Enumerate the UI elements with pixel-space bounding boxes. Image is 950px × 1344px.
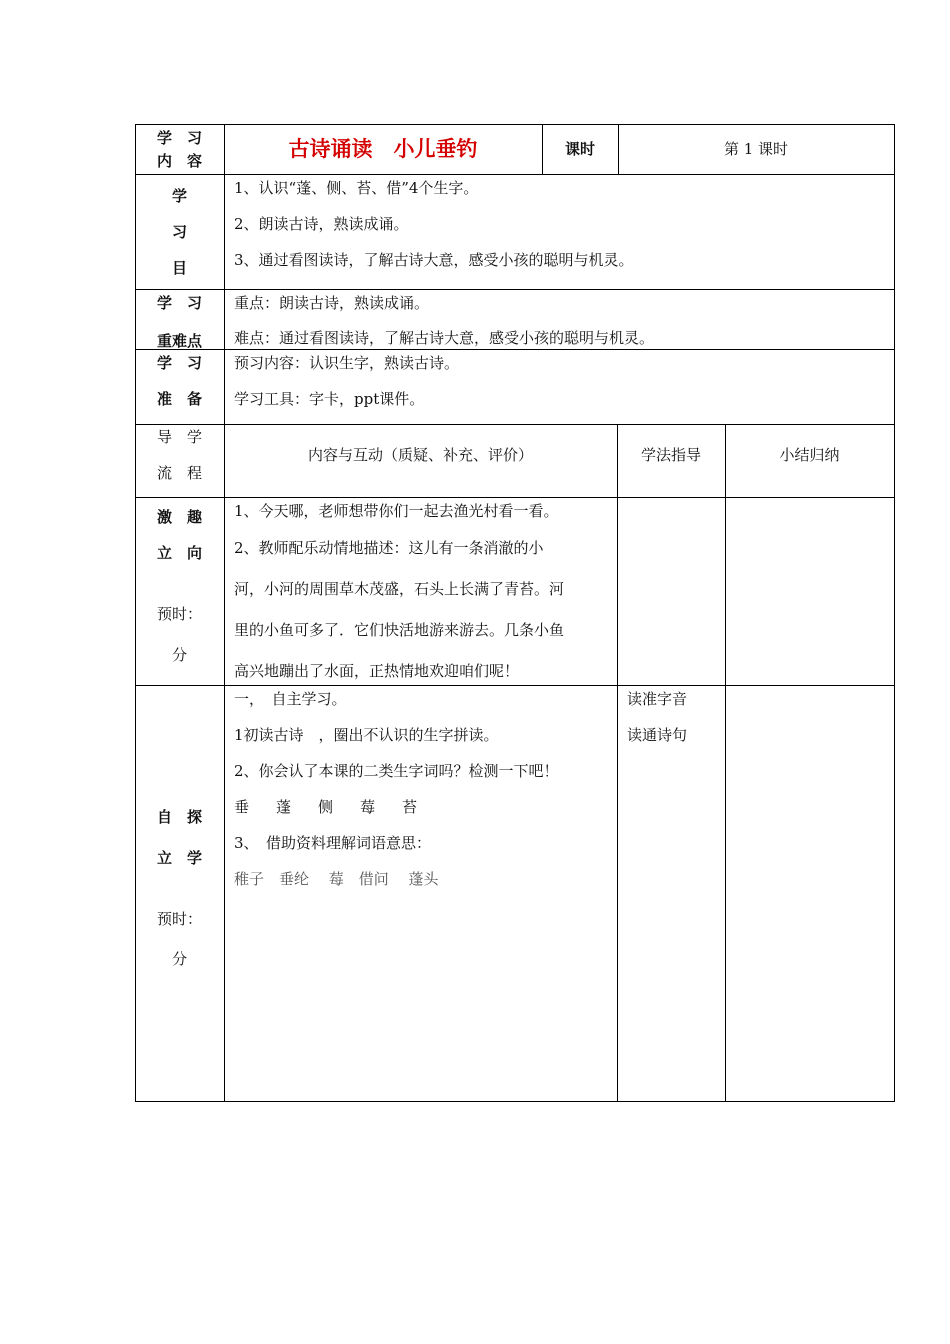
goals-label-3: 目 — [171, 259, 187, 277]
period-value: 第 1 课时 — [723, 140, 789, 158]
section2-time-label: 预时： — [156, 910, 202, 928]
period-label: 课时 — [564, 140, 595, 158]
section2-line-5: 3、 借助资料理解词语意思： — [234, 834, 432, 852]
section2-guide-1: 读准字音 — [627, 690, 688, 708]
section2-char-list: 垂 蓬 侧 莓 苔 — [234, 798, 424, 816]
section1-line-4: 里的小鱼可多了．它们快活地游来游去。几条小鱼 — [234, 621, 565, 639]
row-divider-6 — [135, 685, 895, 686]
section2-time-unit: 分 — [171, 950, 187, 968]
goals-label-2: 习 — [171, 223, 187, 241]
section2-guide-2: 读通诗句 — [627, 726, 688, 744]
table-divider-guide-col — [617, 424, 618, 1102]
table-divider-summary-col — [725, 424, 726, 1102]
section1-line-5: 高兴地蹦出了水面，正热情地欢迎咱们呢！ — [234, 662, 520, 680]
section1-line-1: 1、今天哪，老师想带你们一起去渔光村看一看。 — [234, 502, 559, 520]
goal-item-1: 1、认识“蓬、侧、苔、借”4个生字。 — [234, 179, 479, 197]
section2-label-line1: 自 探 — [156, 808, 202, 826]
section1-line-2: 2、教师配乐动情地描述：这儿有一条消澈的小 — [234, 539, 544, 557]
header-label-line1: 学 习 — [156, 129, 202, 147]
prep-tools-text: 学习工具：字卡，ppt课件。 — [234, 390, 425, 408]
row-divider-3 — [135, 349, 895, 350]
row-divider-2 — [135, 289, 895, 290]
section1-label-line2: 立 向 — [156, 544, 202, 562]
col-header-guide: 学法指导 — [640, 446, 701, 464]
difficult-point-text: 难点：通过看图读诗，了解古诗大意，感受小孩的聪明与机灵。 — [234, 329, 655, 347]
key-point-text: 重点：朗读古诗，熟读成诵。 — [234, 294, 430, 312]
lesson-plan-table — [135, 124, 895, 1102]
table-border-top — [135, 124, 895, 125]
row-divider-1 — [135, 174, 895, 175]
goals-label-1: 学 — [171, 187, 187, 205]
prep-preview-text: 预习内容：认识生字，熟读古诗。 — [234, 354, 460, 372]
goal-item-2: 2、朗读古诗，熟读成诵。 — [234, 215, 409, 233]
row-divider-4 — [135, 424, 895, 425]
process-label-line1: 导 学 — [156, 428, 202, 446]
section1-line-3: 河，小河的周围草木茂盛，石头上长满了青苔。河 — [234, 580, 565, 598]
section2-line-2: 1初读古诗 ，圈出不认识的生字拼读。 — [234, 726, 499, 744]
section2-line-3: 2、你会认了本课的二类生字词吗？检测一下吧！ — [234, 762, 559, 780]
section2-label-line2: 立 学 — [156, 849, 202, 867]
section1-time-label: 预时： — [156, 605, 202, 623]
col-header-content: 内容与互动（质疑、补充、评价） — [307, 446, 533, 464]
lesson-title: 古诗诵读 小儿垂钓 — [288, 136, 478, 161]
table-border-bottom — [135, 1101, 895, 1102]
col-header-summary: 小结归纳 — [779, 446, 840, 464]
section2-line-1: 一， 自主学习。 — [234, 690, 347, 708]
row-divider-5 — [135, 497, 895, 498]
header-label-line2: 内 容 — [156, 152, 202, 170]
process-label-line2: 流 程 — [156, 464, 202, 482]
keypoints-label-line1: 学 习 — [156, 294, 202, 312]
section2-vocab-words: 稚子 垂纶 莓 借问 蓬头 — [234, 870, 439, 888]
table-border-right — [894, 124, 895, 1102]
goal-item-3: 3、通过看图读诗，了解古诗大意，感受小孩的聪明与机灵。 — [234, 251, 634, 269]
prep-label-line2: 准 备 — [156, 390, 202, 408]
prep-label-line1: 学 习 — [156, 354, 202, 372]
keypoints-label-line2: 重难点 — [156, 332, 202, 350]
section1-time-unit: 分 — [171, 646, 187, 664]
table-divider-label-col — [224, 124, 225, 1102]
section1-label-line1: 激 趣 — [156, 508, 202, 526]
